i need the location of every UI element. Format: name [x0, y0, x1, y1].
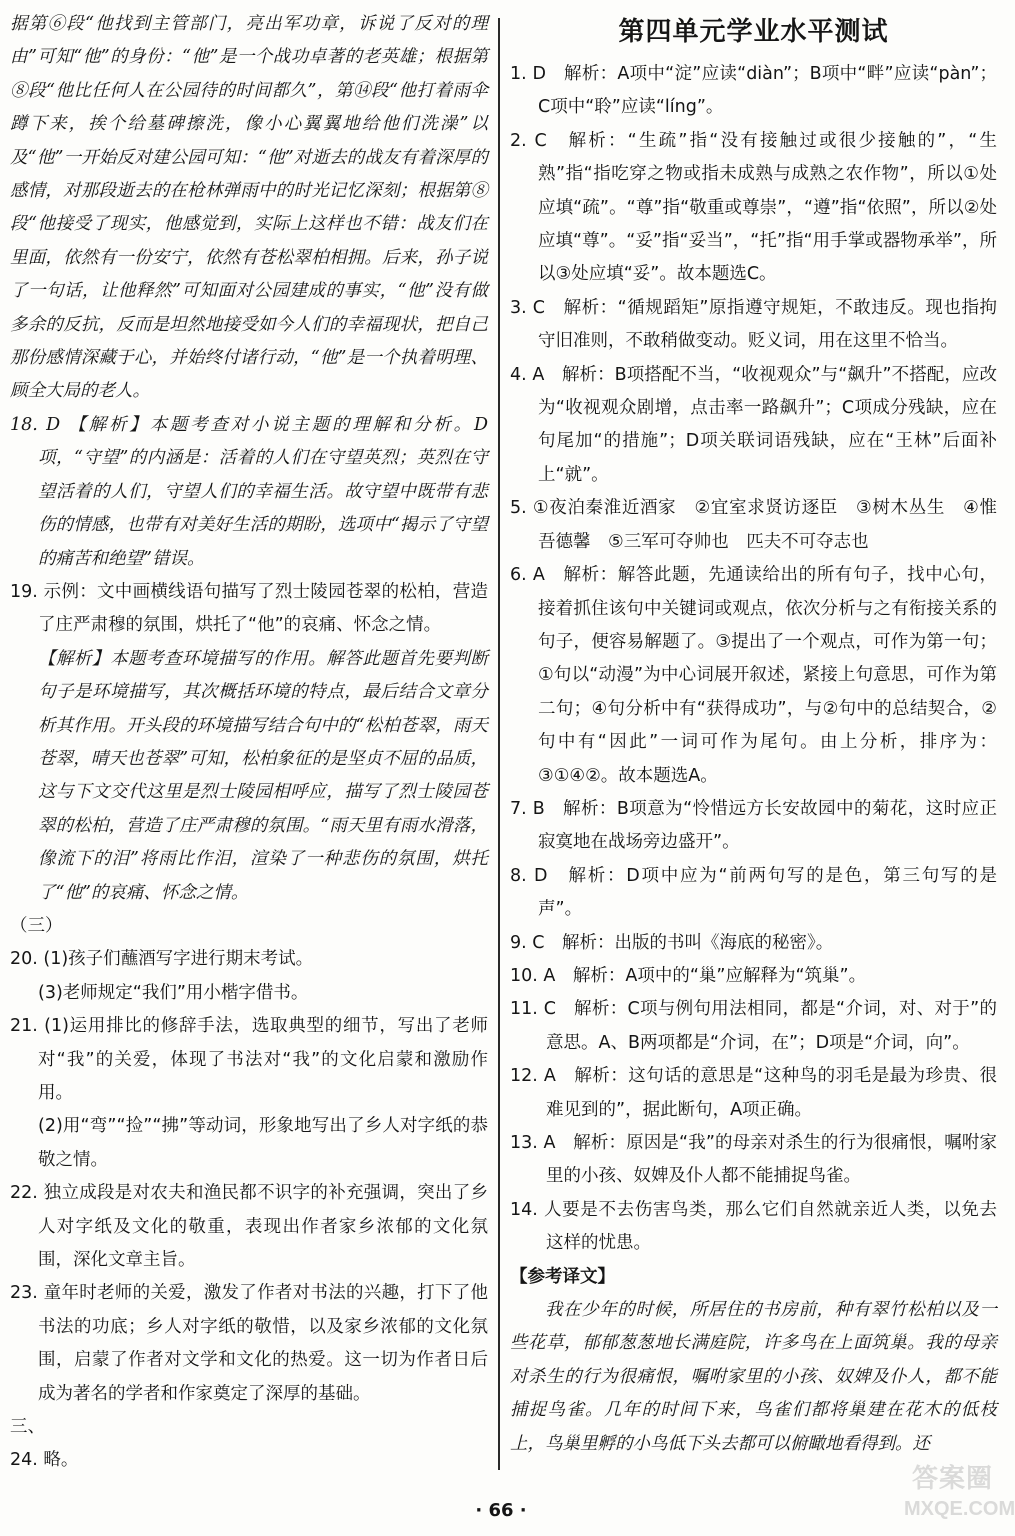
left-entry: (3)老师规定“我们”用小楷字借书。: [38, 982, 309, 1003]
right-entry: 9. C 解析：出版的书叫《海底的秘密》。: [510, 932, 834, 953]
right-entry: 我在少年的时候，所居住的书房前，种有翠竹松柏以及一些花草，郁郁葱葱地长满庭院，许多鸟在上面筑巢。我的母亲对杀生的行为很痛恨，嘱咐家里的小孩、奴婢及仆人，都不能捕捉鸟雀。几年的时间下来，鸟雀们都将巢建在花木的低枝上，鸟巢里孵的小鸟低下头去都可以俯瞰地看得到。还: [510, 1300, 997, 1454]
right-entry: 【参考译文】: [510, 1266, 615, 1287]
right-entry: 7. B 解析：B项意为“怜惜远方长安故园中的菊花，这时应正寂寞地在战场旁边盛开”。: [510, 798, 997, 853]
left-entry: 19. 示例：文中画横线语句描写了烈士陵园苍翠的松柏，营造了庄严肃穆的氛围，烘托了“他”的哀痛、怀念之情。: [10, 581, 488, 636]
right-entry: 1. D 解析：A项中“淀”应读“diàn”；B项中“畔”应读“pàn”；C项中“聆”应读“líng”。: [510, 64, 997, 118]
left-entry: 23. 童年时老师的关爱，激发了作者对书法的兴趣，打下了他书法的功底；乡人对字纸的敬惜，以及家乡浓郁的文化氛围，启蒙了作者对文学和文化的热爱。这一切为作者日后成为著名的学者和作家奠定了深厚的基础。: [10, 1283, 488, 1404]
right-entry: 11. C 解析：C项与例句用法相同，都是“介词，对、对于”的意思。A、B两项都是“介词，在”；D项是“介词，向”。: [510, 999, 997, 1053]
left-entry: 据第⑥段“他找到主管部门，亮出军功章，诉说了反对的理由”可知“他”的身份：“他”是一个战功卓著的老英雄；根据第⑧段“他比任何人在公园待的时间都久”，第⑭段“他打着雨伞蹲下来，挨个给墓碑擦洗，像小心翼翼地给他们洗澡”以及“他”一开始反对建公园可知：“他”对逝去的战友有着深厚的感情，对那段逝去的在枪林弹雨中的时光记忆深刻；根据第⑧段“他接受了现实，他感觉到，实际上这样也不错：战友们在里面，依然有一份安宁，依然有苍松翠柏相拥。后来，孙子说了一句话，让他释然”可知面对公园建成的事实，“他”没有做多余的反抗，反而是坦然地接受如今人们的幸福现状，把自己那份感情深藏于心，并始终付诸行动，“他”是一个执着明理、顾全大局的老人。: [10, 14, 488, 402]
right-entry: 14. 人要是不去伤害鸟类，那么它们自然就亲近人类，以免去这样的忧患。: [510, 1199, 997, 1254]
left-entry: 18. D 【解析】本题考查对小说主题的理解和分析。D项，“守望”的内涵是：活着的人们在守望英烈；英烈在守望活着的人们，守望人们的幸福生活。故守望中既带有悲伤的情感，也带有对美好生活的期盼，选项中“揭示了守望的痛苦和绝望”错误。: [10, 414, 488, 569]
right-entry: 4. A 解析：B项搭配不当，“收视观众”与“飙升”不搭配，应改为“收视观众剧增，点击率一路飙升”；C项成分残缺，应在句尾加“的措施”；D项关联词语残缺，应在“王林”后面补上“就”。: [510, 364, 997, 485]
left-column: [10, 8, 488, 1478]
left-entry: (2)用“弯”“捡”“拂”等动词，形象地写出了乡人对字纸的恭敬之情。: [38, 1116, 488, 1170]
right-entry: 2. C 解析：“生疏”指“没有接触过或很少接触的”，“生熟”指“指吃穿之物或指未成熟与成熟之农作物”，所以①处应填“疏”。“尊”指“敬重或尊崇”，“遵”指“依照”，所以②处应填“尊”。“妥”指“妥当”，“托”指“用手掌或器物承举”，所以③处应填“妥”。故本题选C。: [510, 130, 997, 285]
left-entry: （三）: [10, 915, 63, 936]
left-entry: 20. (1)孩子们蘸酒写字进行期末考试。: [10, 949, 314, 970]
right-entry: 3. C 解析：“循规蹈矩”原指遵守规矩，不敢违反。现也指拘守旧准则，不敢稍做变动。贬义词，用在这里不恰当。: [510, 297, 997, 352]
left-entry: 24. 略。: [10, 1450, 79, 1471]
watermark-logo: [896, 1452, 1015, 1532]
watermark-line2: MXQE.COM: [904, 1498, 1015, 1520]
left-entry: 22. 独立成段是对农夫和渔民都不识字的补充强调，突出了乡人对字纸及文化的敬重，表现出作者家乡浓郁的文化氛围，深化文章主旨。: [10, 1183, 488, 1271]
left-entry: 21. (1)运用排比的修辞手法，选取典型的细节，写出了老师对“我”的关爱，体现了书法对“我”的文化启蒙和激励作用。: [10, 1016, 488, 1103]
column-divider: [498, 18, 500, 1470]
right-entry: 6. A 解析：解答此题，先通读给出的所有句子，找中心句，接着抓住该句中关键词或观点，依次分析与之有衔接关系的句子，便容易解题了。③提出了一个观点，可作为第一句；①句以“动漫”为中心词展开叙述，紧接上句意思，可作为第二句；④句分析中有“获得成功”，与②句中的总结契合，②句中有“因此”一词可作为尾句。由上分析，排序为：③①④②。故本题选A。: [510, 565, 997, 786]
right-entry: 12. A 解析：这句话的意思是“这种鸟的羽毛是最为珍贵、很难见到的”，据此断句，A项正确。: [510, 1066, 997, 1120]
right-entry: 10. A 解析：A项中的“巢”应解释为“筑巢”。: [510, 965, 867, 986]
right-entry: 13. A 解析：原因是“我”的母亲对杀生的行为很痛恨，嘱咐家里的小孩、奴婢及仆人都不能捕捉鸟雀。: [510, 1133, 997, 1187]
watermark-line1: 答案圈: [912, 1463, 994, 1493]
left-entry: 【解析】本题考查环境描写的作用。解答此题首先要判断句子是环境描写，其次概括环境的特点，最后结合文章分析其作用。开头段的环境描写结合句中的“松柏苍翠，雨天苍翠，晴天也苍翠”可知，松柏象征的是坚贞不屈的品质，这与下文交代这里是烈士陵园相呼应，描写了烈士陵园苍翠的松柏，营造了庄严肃穆的氛围。“雨天里有雨水滑落，像流下的泪”将雨比作泪，渲染了一种悲伤的氛围，烘托了“他”的哀痛、怀念之情。: [38, 648, 488, 903]
page-title: 第四单元学业水平测试: [618, 17, 889, 47]
right-column: [510, 8, 997, 1461]
right-entry: 5. ①夜泊秦淮近酒家 ②宜室求贤访逐臣 ③树木丛生 ④惟吾德馨 ⑤三军可夺帅也 匹夫不可夺志也: [510, 498, 997, 552]
left-entry: 三、: [10, 1417, 45, 1438]
page-number: · 66 ·: [475, 1500, 527, 1521]
right-entries: [510, 58, 997, 1461]
right-entry: 8. D 解析：D项中应为“前两句写的是色，第三句写的是声”。: [510, 865, 997, 920]
